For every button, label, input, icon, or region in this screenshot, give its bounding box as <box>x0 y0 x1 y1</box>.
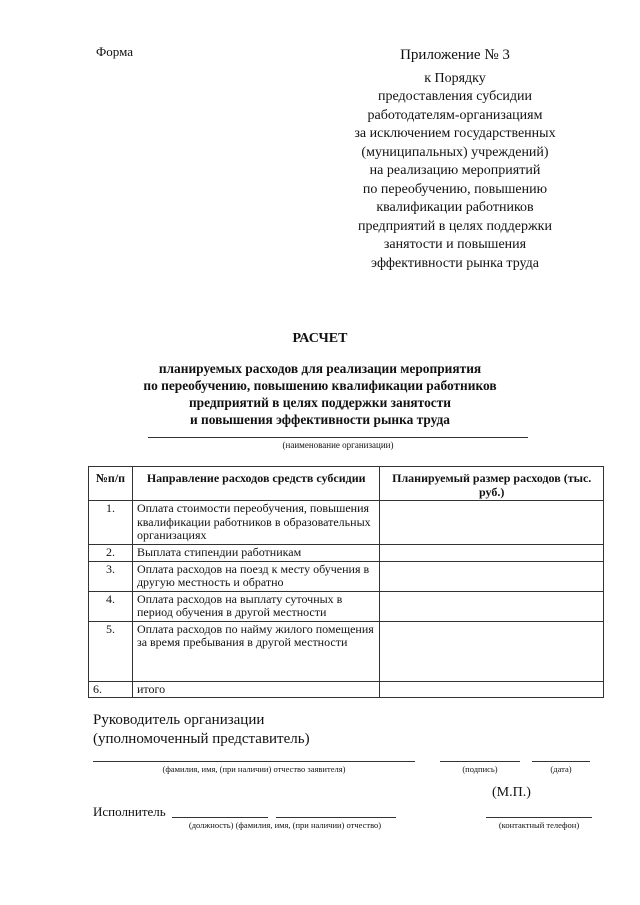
executor-name-line[interactable] <box>276 817 396 818</box>
row-num: 2. <box>89 545 133 562</box>
appendix-line: на реализацию мероприятий <box>369 163 541 178</box>
row-amount-cell[interactable] <box>380 591 604 621</box>
date-caption: (дата) <box>550 764 572 774</box>
row-amount-cell[interactable] <box>380 681 604 698</box>
org-name-caption: (наименование организации) <box>282 440 394 450</box>
row-num: 3. <box>89 561 133 591</box>
subtitle-line: планируемых расходов для реализации мероприятия <box>158 361 482 376</box>
subtitle-line: по переобучению, повышению квалификации работников <box>143 378 497 393</box>
header-amount: Планируемый размер расходов (тыс. руб.) <box>380 467 604 501</box>
row-direction: Оплата расходов на выплату суточных в период обучения в другой местности <box>132 591 379 621</box>
appendix-line: предоставления субсидии <box>377 89 533 104</box>
appendix-line: по переобучению, повышению <box>362 181 548 197</box>
row-direction: итого <box>132 681 379 698</box>
appendix-line: эффективности рынка труда <box>371 255 539 271</box>
fio-signature-line[interactable] <box>93 761 415 762</box>
table-row <box>89 501 604 545</box>
date-line[interactable] <box>532 761 590 762</box>
table-row <box>89 621 604 681</box>
table-row <box>89 681 604 698</box>
org-name-line[interactable] <box>148 437 528 438</box>
appendix-line: работодателям-организациям <box>367 107 543 123</box>
table-row <box>89 545 604 562</box>
row-direction: Оплата расходов по найму жилого помещения за время пребывания в другой местности <box>132 621 379 681</box>
head-line: Руководитель организации <box>93 712 265 728</box>
subtitle-line: и повышения эффективности рынка труда <box>189 412 451 427</box>
head-line: (уполномоченный представитель) <box>93 731 310 747</box>
appendix-line: Приложение № 3 <box>400 47 510 63</box>
appendix-block <box>330 46 580 273</box>
table-row <box>89 591 604 621</box>
row-amount-cell[interactable] <box>380 561 604 591</box>
header-num: №п/п <box>89 467 133 501</box>
row-amount-cell[interactable] <box>380 501 604 545</box>
appendix-line: за исключением государственных <box>354 126 556 141</box>
signature-line[interactable] <box>440 761 520 762</box>
fio-caption: (фамилия, имя, (при наличии) отчество заявителя) <box>162 764 346 774</box>
executor-position-line[interactable] <box>172 817 268 818</box>
signature-caption: (подпись) <box>462 764 498 774</box>
row-amount-cell[interactable] <box>380 545 604 562</box>
expense-table <box>88 466 604 698</box>
phone-line[interactable] <box>486 817 592 818</box>
head-of-organization <box>93 711 310 749</box>
stamp-placeholder: (М.П.) <box>492 785 531 800</box>
appendix-line: к Порядку <box>424 70 486 86</box>
phone-caption: (контактный телефон) <box>498 820 580 830</box>
document-title: РАСЧЕТ <box>292 331 348 346</box>
header-direction: Направление расходов средств субсидии <box>132 467 379 501</box>
row-num: 1. <box>89 501 133 545</box>
executor-caption: (должность) (фамилия, имя, (при наличии) отчество) <box>188 820 382 830</box>
row-direction: Оплата стоимости переобучения, повышения квалификации работников в образовательных организациях <box>132 501 379 545</box>
appendix-line: занятости и повышения <box>383 237 527 252</box>
appendix-line: (муниципальных) учреждений) <box>361 144 549 160</box>
appendix-line: квалификации работников <box>376 200 534 215</box>
executor-label: Исполнитель <box>93 804 166 819</box>
row-direction: Оплата расходов на поезд к месту обучения в другую местность и обратно <box>132 561 379 591</box>
subtitle-line: предприятий в целях поддержки занятости <box>188 395 452 410</box>
table-row <box>89 561 604 591</box>
row-direction: Выплата стипендии работникам <box>132 545 379 562</box>
row-num: 4. <box>89 591 133 621</box>
row-num: 5. <box>89 621 133 681</box>
form-label: Форма <box>96 44 133 59</box>
appendix-line: предприятий в целях поддержки <box>358 218 552 234</box>
row-num: 6. <box>89 681 133 698</box>
document-subtitle <box>120 360 520 428</box>
row-amount-cell[interactable] <box>380 621 604 681</box>
